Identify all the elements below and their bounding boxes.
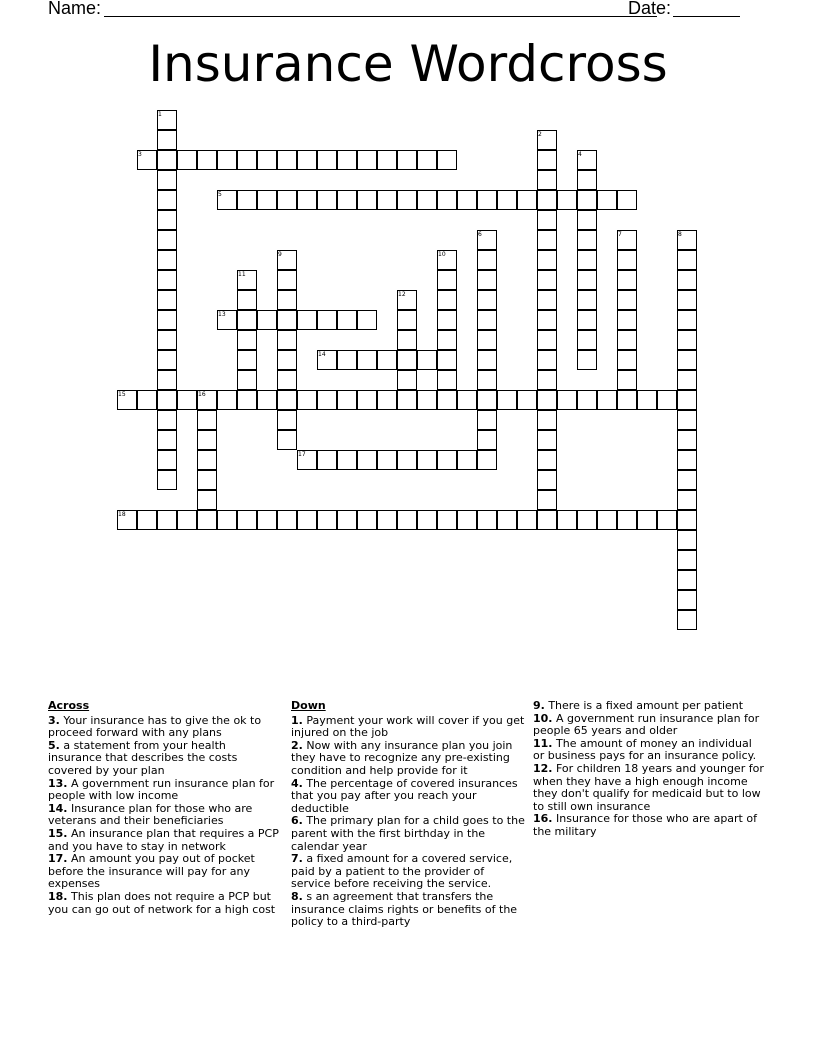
grid-cell[interactable] xyxy=(197,430,217,450)
grid-cell[interactable] xyxy=(577,270,597,290)
grid-cell[interactable] xyxy=(437,270,457,290)
grid-cell[interactable] xyxy=(157,210,177,230)
grid-cell[interactable] xyxy=(337,350,357,370)
grid-cell[interactable] xyxy=(677,330,697,350)
grid-cell[interactable] xyxy=(677,310,697,330)
grid-cell[interactable] xyxy=(157,450,177,470)
clue-number: 12. xyxy=(533,761,553,775)
clue-number: 9. xyxy=(533,699,545,712)
grid-cell[interactable] xyxy=(537,450,557,470)
grid-cell[interactable] xyxy=(297,150,317,170)
grid-cell[interactable] xyxy=(157,410,177,430)
grid-cell[interactable] xyxy=(237,190,257,210)
grid-cell[interactable] xyxy=(657,390,677,410)
clue-number-label: 16 xyxy=(198,391,206,398)
grid-cell[interactable] xyxy=(577,310,597,330)
grid-cell[interactable] xyxy=(157,470,177,490)
clue-text: Insurance plan for those who are veterans and their beneficiaries xyxy=(48,801,253,828)
grid-cell[interactable] xyxy=(197,490,217,510)
grid-cell[interactable] xyxy=(577,290,597,310)
grid-cell[interactable] xyxy=(437,370,457,390)
grid-cell[interactable] xyxy=(157,190,177,210)
grid-cell[interactable] xyxy=(237,370,257,390)
grid-cell[interactable] xyxy=(437,510,457,530)
clue-number: 11. xyxy=(533,736,553,750)
grid-cell[interactable] xyxy=(597,390,617,410)
grid-cell[interactable] xyxy=(537,470,557,490)
grid-cell[interactable] xyxy=(337,390,357,410)
grid-cell[interactable] xyxy=(377,150,397,170)
grid-cell[interactable] xyxy=(537,290,557,310)
grid-cell[interactable] xyxy=(577,390,597,410)
clue-number: 16. xyxy=(533,812,553,826)
grid-cell[interactable] xyxy=(577,190,597,210)
clue-item xyxy=(48,740,280,778)
grid-cell[interactable] xyxy=(537,270,557,290)
grid-cell[interactable] xyxy=(537,370,557,390)
date-label: Date: xyxy=(628,0,672,18)
grid-cell[interactable] xyxy=(537,170,557,190)
grid-cell[interactable] xyxy=(537,510,557,530)
grid-cell[interactable] xyxy=(157,170,177,190)
across-heading: Across xyxy=(48,699,90,712)
grid-cell[interactable] xyxy=(537,350,557,370)
grid-cell[interactable] xyxy=(457,510,477,530)
grid-cell[interactable] xyxy=(677,370,697,390)
clue-text: Now with any insurance plan you join they have to recognize any pre-existing condition and help provide for it xyxy=(291,738,513,777)
grid-cell[interactable] xyxy=(237,330,257,350)
clue-text: s an agreement that transfers the insurance claims rights or benefits of the policy to a third-party xyxy=(291,889,518,929)
down-clue-list xyxy=(291,715,525,929)
grid-cell[interactable] xyxy=(677,550,697,570)
grid-cell[interactable] xyxy=(577,510,597,530)
grid-cell[interactable] xyxy=(597,190,617,210)
grid-cell[interactable] xyxy=(377,390,397,410)
grid-cell[interactable] xyxy=(617,330,637,350)
grid-cell[interactable] xyxy=(197,150,217,170)
grid-cell[interactable] xyxy=(137,390,157,410)
grid-cell[interactable] xyxy=(157,150,177,170)
clue-number-label: 12 xyxy=(398,291,406,298)
grid-cell[interactable] xyxy=(277,510,297,530)
clue-item xyxy=(291,778,525,816)
grid-cell[interactable] xyxy=(237,150,257,170)
clue-item xyxy=(291,715,525,740)
grid-cell[interactable] xyxy=(537,230,557,250)
down-clues xyxy=(291,700,525,929)
grid-cell[interactable] xyxy=(417,510,437,530)
grid-cell[interactable] xyxy=(357,510,377,530)
clue-number: 4. xyxy=(291,776,303,790)
clue-number-label: 1 xyxy=(158,111,162,118)
grid-cell[interactable] xyxy=(577,210,597,230)
grid-cell[interactable] xyxy=(297,390,317,410)
grid-cell[interactable] xyxy=(237,390,257,410)
grid-cell[interactable] xyxy=(297,510,317,530)
clue-number: 1. xyxy=(291,713,303,727)
clue-number: 7. xyxy=(291,852,303,866)
grid-cell[interactable] xyxy=(517,510,537,530)
grid-cell[interactable] xyxy=(277,430,297,450)
grid-cell[interactable] xyxy=(497,190,517,210)
grid-cell[interactable] xyxy=(677,430,697,450)
grid-cell[interactable] xyxy=(677,570,697,590)
clue-item xyxy=(48,891,280,916)
down-clue-list-continued xyxy=(533,700,765,839)
clue-item xyxy=(533,763,765,813)
clue-item xyxy=(533,813,765,838)
grid-cell[interactable] xyxy=(177,390,197,410)
grid-cell[interactable] xyxy=(677,590,697,610)
grid-cell[interactable] xyxy=(397,390,417,410)
clue-text: Your insurance has to give the ok to proceed forward with any plans xyxy=(48,713,262,740)
grid-cell[interactable] xyxy=(377,450,397,470)
clue-item xyxy=(291,891,525,929)
clue-item xyxy=(291,815,525,853)
grid-cell[interactable] xyxy=(277,190,297,210)
grid-cell[interactable] xyxy=(357,350,377,370)
clue-number-label: 2 xyxy=(538,131,542,138)
clue-number: 10. xyxy=(533,711,553,725)
grid-cell[interactable] xyxy=(277,310,297,330)
clue-number-label: 9 xyxy=(278,251,282,258)
clue-text: A government run insurance plan for people 65 years and older xyxy=(533,711,760,738)
grid-cell[interactable] xyxy=(297,190,317,210)
grid-cell[interactable] xyxy=(677,410,697,430)
grid-cell[interactable] xyxy=(537,250,557,270)
grid-cell[interactable] xyxy=(357,450,377,470)
grid-cell[interactable] xyxy=(277,150,297,170)
grid-cell[interactable] xyxy=(397,330,417,350)
grid-cell[interactable] xyxy=(477,350,497,370)
clue-text: The primary plan for a child goes to the parent with the first birthday in the calendar year xyxy=(291,814,525,853)
grid-cell[interactable] xyxy=(537,390,557,410)
grid-cell[interactable] xyxy=(617,370,637,390)
grid-cell[interactable] xyxy=(257,310,277,330)
grid-cell[interactable] xyxy=(157,230,177,250)
grid-cell[interactable] xyxy=(477,270,497,290)
grid-cell[interactable] xyxy=(217,150,237,170)
clue-number-label: 3 xyxy=(138,151,142,158)
grid-cell[interactable] xyxy=(277,410,297,430)
grid-cell[interactable] xyxy=(477,390,497,410)
grid-cell[interactable] xyxy=(177,510,197,530)
grid-cell[interactable] xyxy=(437,290,457,310)
clue-number: 5. xyxy=(48,738,60,752)
clue-item xyxy=(48,778,280,803)
grid-cell[interactable] xyxy=(397,350,417,370)
clue-number: 15. xyxy=(48,826,68,840)
grid-cell[interactable] xyxy=(537,410,557,430)
grid-cell[interactable] xyxy=(257,510,277,530)
grid-cell[interactable] xyxy=(237,290,257,310)
grid-cell[interactable] xyxy=(357,310,377,330)
grid-cell[interactable] xyxy=(277,290,297,310)
grid-cell[interactable] xyxy=(477,430,497,450)
clue-number: 13. xyxy=(48,776,68,790)
clue-text: This plan does not require a PCP but you can go out of network for a high cost xyxy=(48,889,276,916)
grid-cell[interactable] xyxy=(537,490,557,510)
grid-cell[interactable] xyxy=(617,190,637,210)
clue-number-label: 15 xyxy=(118,391,126,398)
grid-cell[interactable] xyxy=(537,310,557,330)
clue-item xyxy=(291,740,525,778)
grid-cell[interactable] xyxy=(377,510,397,530)
clue-text: For children 18 years and younger for when they have a high enough income they don't qualify for medicaid but to low to still own insurance xyxy=(533,761,764,813)
grid-cell[interactable] xyxy=(237,350,257,370)
clue-number-label: 13 xyxy=(218,311,226,318)
grid-cell[interactable] xyxy=(457,190,477,210)
grid-cell[interactable] xyxy=(577,250,597,270)
grid-cell[interactable] xyxy=(477,290,497,310)
grid-cell[interactable] xyxy=(337,450,357,470)
grid-cell[interactable] xyxy=(157,290,177,310)
grid-cell[interactable] xyxy=(197,510,217,530)
grid-cell[interactable] xyxy=(657,510,677,530)
clue-item xyxy=(48,715,280,740)
clue-text: The amount of money an individual or business pays for an insurance policy. xyxy=(533,736,757,763)
across-clues xyxy=(48,700,280,916)
grid-cell[interactable] xyxy=(677,250,697,270)
grid-cell[interactable] xyxy=(437,150,457,170)
grid-cell[interactable] xyxy=(557,390,577,410)
grid-cell[interactable] xyxy=(677,290,697,310)
grid-cell[interactable] xyxy=(477,310,497,330)
grid-cell[interactable] xyxy=(277,390,297,410)
grid-cell[interactable] xyxy=(677,470,697,490)
grid-cell[interactable] xyxy=(497,510,517,530)
grid-cell[interactable] xyxy=(477,250,497,270)
grid-cell[interactable] xyxy=(357,190,377,210)
grid-cell[interactable] xyxy=(157,310,177,330)
grid-cell[interactable] xyxy=(337,150,357,170)
grid-cell[interactable] xyxy=(477,190,497,210)
grid-cell[interactable] xyxy=(157,250,177,270)
grid-cell[interactable] xyxy=(317,510,337,530)
grid-cell[interactable] xyxy=(497,390,517,410)
grid-cell[interactable] xyxy=(297,310,317,330)
clue-text: Payment your work will cover if you get injured on the job xyxy=(291,713,525,740)
grid-cell[interactable] xyxy=(577,330,597,350)
clue-number-label: 14 xyxy=(318,351,326,358)
grid-cell[interactable] xyxy=(337,510,357,530)
grid-cell[interactable] xyxy=(477,370,497,390)
clue-text: Insurance for those who are apart of the military xyxy=(533,812,757,838)
grid-cell[interactable] xyxy=(617,290,637,310)
grid-cell[interactable] xyxy=(677,270,697,290)
clue-item xyxy=(48,853,280,891)
grid-cell[interactable] xyxy=(537,430,557,450)
clue-number-label: 5 xyxy=(218,191,222,198)
clue-number-label: 7 xyxy=(618,231,622,238)
clue-item xyxy=(291,853,525,891)
grid-cell[interactable] xyxy=(277,370,297,390)
grid-cell[interactable] xyxy=(617,270,637,290)
grid-cell[interactable] xyxy=(617,310,637,330)
grid-cell[interactable] xyxy=(377,350,397,370)
clue-number: 6. xyxy=(291,814,303,828)
grid-cell[interactable] xyxy=(157,330,177,350)
clue-number-label: 11 xyxy=(238,271,246,278)
grid-cell[interactable] xyxy=(337,190,357,210)
grid-cell[interactable] xyxy=(417,450,437,470)
grid-cell[interactable] xyxy=(617,510,637,530)
clue-number: 2. xyxy=(291,738,303,752)
grid-cell[interactable] xyxy=(437,190,457,210)
grid-cell[interactable] xyxy=(237,510,257,530)
grid-cell[interactable] xyxy=(397,510,417,530)
grid-cell[interactable] xyxy=(357,150,377,170)
grid-cell[interactable] xyxy=(417,350,437,370)
grid-cell[interactable] xyxy=(677,490,697,510)
grid-cell[interactable] xyxy=(457,390,477,410)
grid-cell[interactable] xyxy=(617,390,637,410)
grid-cell[interactable] xyxy=(677,510,697,530)
grid-cell[interactable] xyxy=(577,230,597,250)
grid-cell[interactable] xyxy=(417,150,437,170)
grid-cell[interactable] xyxy=(397,310,417,330)
grid-cell[interactable] xyxy=(577,350,597,370)
clue-text: The percentage of covered insurances that you pay after you reach your deductible xyxy=(291,776,518,815)
grid-cell[interactable] xyxy=(157,270,177,290)
grid-cell[interactable] xyxy=(677,350,697,370)
clue-text: a fixed amount for a covered service, paid by a patient to the provider of service before receiving the service. xyxy=(291,852,513,891)
grid-cell[interactable] xyxy=(337,310,357,330)
clue-number: 17. xyxy=(48,852,68,866)
clue-number: 8. xyxy=(291,889,303,903)
grid-cell[interactable] xyxy=(477,450,497,470)
grid-cell[interactable] xyxy=(317,450,337,470)
grid-cell[interactable] xyxy=(437,390,457,410)
clue-number: 14. xyxy=(48,801,68,815)
grid-cell[interactable] xyxy=(157,510,177,530)
name-label: Name: xyxy=(48,0,102,18)
clue-text: An amount you pay out of pocket before the insurance will pay for any expenses xyxy=(48,852,255,891)
clue-item xyxy=(48,803,280,828)
grid-cell[interactable] xyxy=(617,250,637,270)
grid-cell[interactable] xyxy=(477,410,497,430)
clue-number-label: 10 xyxy=(438,251,446,258)
grid-cell[interactable] xyxy=(537,150,557,170)
clue-item xyxy=(533,738,765,763)
grid-cell[interactable] xyxy=(557,190,577,210)
grid-cell[interactable] xyxy=(517,390,537,410)
grid-cell[interactable] xyxy=(417,390,437,410)
grid-cell[interactable] xyxy=(397,370,417,390)
grid-cell[interactable] xyxy=(177,150,197,170)
grid-cell[interactable] xyxy=(537,210,557,230)
clue-text: A government run insurance plan for people with low income xyxy=(48,776,275,803)
grid-cell[interactable] xyxy=(377,190,397,210)
grid-cell[interactable] xyxy=(237,310,257,330)
grid-cell[interactable] xyxy=(157,390,177,410)
grid-cell[interactable] xyxy=(157,130,177,150)
clue-number: 18. xyxy=(48,889,68,903)
grid-cell[interactable] xyxy=(617,350,637,370)
grid-cell[interactable] xyxy=(597,510,617,530)
grid-cell[interactable] xyxy=(317,190,337,210)
grid-cell[interactable] xyxy=(277,350,297,370)
grid-cell[interactable] xyxy=(417,190,437,210)
grid-cell[interactable] xyxy=(257,150,277,170)
grid-cell[interactable] xyxy=(517,190,537,210)
grid-cell[interactable] xyxy=(677,530,697,550)
grid-cell[interactable] xyxy=(537,330,557,350)
grid-cell[interactable] xyxy=(317,150,337,170)
grid-cell[interactable] xyxy=(437,310,457,330)
grid-cell[interactable] xyxy=(197,470,217,490)
grid-cell[interactable] xyxy=(557,510,577,530)
grid-cell[interactable] xyxy=(397,450,417,470)
clue-text: There is a fixed amount per patient xyxy=(544,699,744,712)
grid-cell[interactable] xyxy=(677,610,697,630)
clue-number-label: 4 xyxy=(578,151,582,158)
across-clue-list xyxy=(48,715,280,917)
grid-cell[interactable] xyxy=(257,390,277,410)
down-clues-continued xyxy=(533,700,765,839)
grid-cell[interactable] xyxy=(197,450,217,470)
grid-cell[interactable] xyxy=(577,170,597,190)
grid-cell[interactable] xyxy=(457,450,477,470)
grid-cell[interactable] xyxy=(437,450,457,470)
clue-item xyxy=(48,828,280,853)
grid-cell[interactable] xyxy=(197,410,217,430)
clue-number-label: 6 xyxy=(478,231,482,238)
grid-cell[interactable] xyxy=(157,430,177,450)
grid-cell[interactable] xyxy=(677,450,697,470)
grid-cell[interactable] xyxy=(157,370,177,390)
clue-number: 3. xyxy=(48,713,60,727)
grid-cell[interactable] xyxy=(257,190,277,210)
clue-text: An insurance plan that requires a PCP and you have to stay in network xyxy=(48,826,279,853)
grid-cell[interactable] xyxy=(477,330,497,350)
grid-cell[interactable] xyxy=(157,350,177,370)
grid-cell[interactable] xyxy=(137,510,157,530)
clue-number-label: 17 xyxy=(298,451,306,458)
grid-cell[interactable] xyxy=(277,330,297,350)
grid-cell[interactable] xyxy=(397,190,417,210)
clue-number-label: 8 xyxy=(678,231,682,238)
grid-cell[interactable] xyxy=(477,510,497,530)
grid-cell[interactable] xyxy=(397,150,417,170)
grid-cell[interactable] xyxy=(317,310,337,330)
page-title: Insurance Wordcross xyxy=(148,35,668,93)
grid-cell[interactable] xyxy=(317,390,337,410)
grid-cell[interactable] xyxy=(537,190,557,210)
clue-text: a statement from your health insurance that describes the costs covered by your plan xyxy=(48,738,238,777)
grid-cell[interactable] xyxy=(217,510,237,530)
grid-cell[interactable] xyxy=(357,390,377,410)
grid-cell[interactable] xyxy=(437,330,457,350)
clue-item xyxy=(533,713,765,738)
grid-cell[interactable] xyxy=(277,270,297,290)
grid-cell[interactable] xyxy=(637,390,657,410)
grid-cell[interactable] xyxy=(437,350,457,370)
grid-cell[interactable] xyxy=(677,390,697,410)
down-heading: Down xyxy=(291,699,326,712)
grid-cell[interactable] xyxy=(217,390,237,410)
clue-number-label: 18 xyxy=(118,511,126,518)
grid-cell[interactable] xyxy=(637,510,657,530)
